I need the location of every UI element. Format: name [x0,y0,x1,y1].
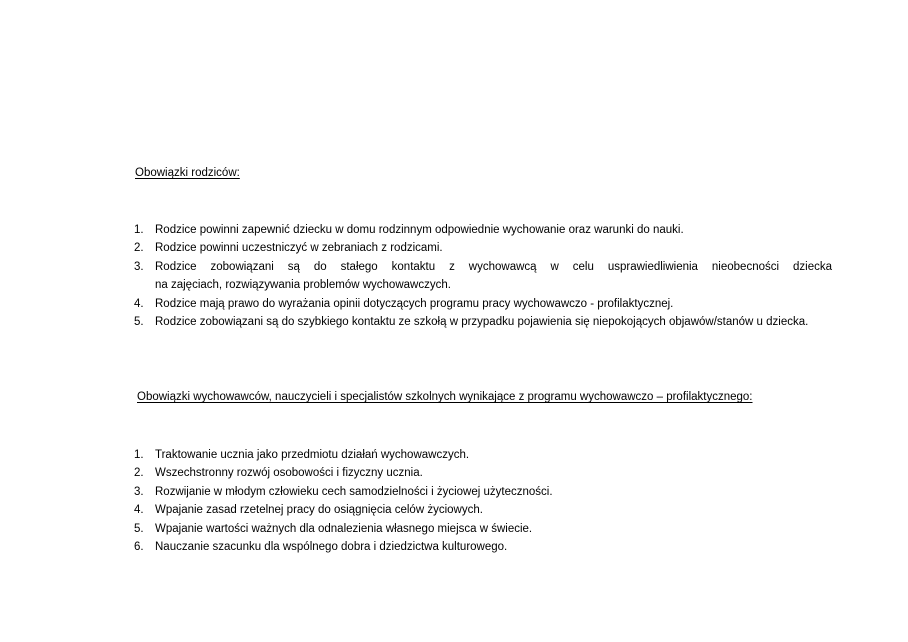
list-item [134,221,832,239]
item-text: Wpajanie wartości ważnych dla odnalezienia własnego miejsca w świecie. [155,522,533,535]
list-item [134,483,832,501]
item-text: Rodzice powinni zapewnić dziecku w domu rodzinnym odpowiednie wychowanie oraz warunki do nauki. [155,224,684,236]
item-number: 5. [134,316,144,329]
list-item [134,313,832,331]
item-number: 4. [134,297,144,310]
teachers-duties-heading: Obowiązki wychowawców, nauczycieli i specjalistów szkolnych wynikające z programu wychowawczo – profilaktycznego: [137,391,753,403]
item-number: 2. [134,467,144,480]
item-text: Nauczanie szacunku dla wspólnego dobra i dziedzictwa kulturowego. [155,541,508,554]
list-item [134,446,832,464]
list-item [134,501,832,519]
list-item [134,258,832,295]
item-number: 3. [134,260,144,273]
list-item [134,538,832,556]
parents-duties-list [134,221,832,331]
parents-duties-heading: Obowiązki rodziców: [135,167,240,179]
item-number: 2. [134,242,144,255]
item-number: 4. [134,504,144,517]
item-text-line-1: Rodzice zobowiązani są do stałego kontaktu z wychowawcą w celu usprawiedliwienia nieobecności dziecka [155,260,832,273]
item-text: Rozwijanie w młodym człowieku cech samodzielności i życiowej użyteczności. [155,485,553,498]
list-item [134,295,832,313]
list-item [134,239,832,257]
item-text: Rodzice powinni uczestniczyć w zebraniach z rodzicami. [155,242,443,255]
item-text-line-2: na zajęciach, rozwiązywania problemów wychowawczych. [155,279,451,292]
list-item [134,520,832,538]
item-number: 3. [134,485,144,498]
item-text: Wszechstronny rozwój osobowości i fizyczny ucznia. [155,467,423,480]
item-number: 5. [134,522,144,535]
item-text: Rodzice mają prawo do wyrażania opinii dotyczących programu pracy wychowawczo - profilaktycznej. [155,297,674,310]
list-item [134,464,832,482]
item-text: Rodzice zobowiązani są do szybkiego kontaktu ze szkołą w przypadku pojawienia się niepokojących objawów/stanów u dziecka. [155,316,809,329]
item-text: Wpajanie zasad rzetelnej pracy do osiągnięcia celów życiowych. [155,504,483,517]
teachers-duties-list [134,446,832,556]
item-number: 1. [134,224,144,236]
item-text: Traktowanie ucznia jako przedmiotu działań wychowawczych. [155,449,470,461]
item-number: 1. [134,449,144,461]
item-number: 6. [134,541,144,554]
